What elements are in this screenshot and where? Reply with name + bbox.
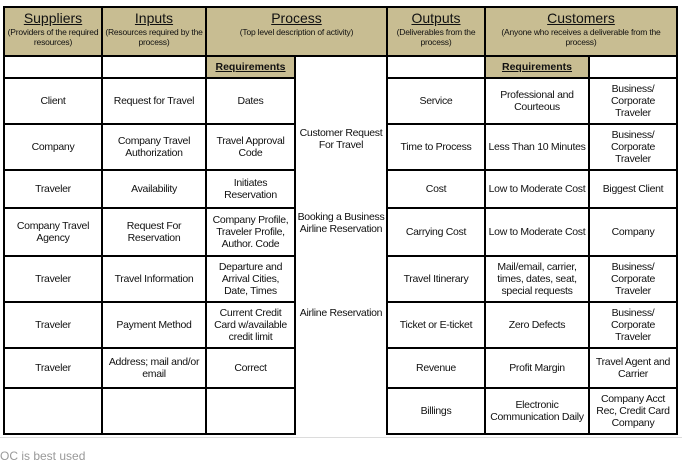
input-requirement-cell[interactable]: Dates <box>207 79 294 123</box>
output-requirement-cell[interactable]: Profit Margin <box>486 349 588 387</box>
output-cell[interactable]: Time to Process <box>388 125 484 169</box>
output-cell[interactable]: Revenue <box>388 349 484 387</box>
requirements-label[interactable]: Requirements <box>486 57 588 77</box>
customer-cell[interactable]: Business/ Corporate Traveler <box>590 79 676 123</box>
requirements-label[interactable]: Requirements <box>207 57 294 77</box>
input-cell[interactable]: Travel Information <box>103 257 205 301</box>
header-subtitle: (Anyone who receives a deliverable from the process) <box>501 27 661 47</box>
output-cell[interactable]: Service <box>388 79 484 123</box>
input-cell[interactable]: Request For Reservation <box>103 209 205 255</box>
header-inputs[interactable] <box>103 8 205 55</box>
header-title: Suppliers <box>23 10 83 26</box>
supplier-cell[interactable]: Traveler <box>5 171 101 207</box>
output-cell[interactable]: Travel Itinerary <box>388 257 484 301</box>
input-cell[interactable]: Payment Method <box>103 303 205 347</box>
supplier-cell[interactable]: Client <box>5 79 101 123</box>
process-column[interactable] <box>296 57 386 435</box>
process-step: Customer Request For Travel <box>299 127 383 151</box>
header-title: Customers <box>547 10 615 26</box>
output-requirement-cell[interactable]: Professional and Courteous <box>486 79 588 123</box>
customer-cell[interactable]: Travel Agent and Carrier <box>590 349 676 387</box>
output-cell[interactable]: Carrying Cost <box>388 209 484 255</box>
input-cell[interactable]: Request for Travel <box>103 79 205 123</box>
output-requirement-cell[interactable]: Electronic Communication Daily <box>486 389 588 433</box>
output-requirement-cell[interactable]: Mail/email, carrier, times, dates, seat, special requests <box>486 257 588 301</box>
supplier-cell[interactable]: Company <box>5 125 101 169</box>
output-requirement-cell[interactable]: Low to Moderate Cost <box>486 171 588 207</box>
header-subtitle: (Deliverables from the process) <box>396 27 476 47</box>
header-outputs[interactable] <box>388 8 484 55</box>
input-requirement-cell[interactable]: Initiates Reservation <box>207 171 294 207</box>
input-requirement-cell[interactable]: Current Credit Card w/available credit limit <box>207 303 294 347</box>
output-requirement-cell[interactable]: Zero Defects <box>486 303 588 347</box>
output-requirement-cell[interactable]: Less Than 10 Minutes <box>486 125 588 169</box>
output-cell[interactable]: Cost <box>388 171 484 207</box>
header-customers[interactable] <box>486 8 676 55</box>
process-step: Airline Reservation <box>299 307 383 319</box>
output-cell[interactable]: Billings <box>388 389 484 433</box>
divider <box>0 437 682 438</box>
input-cell[interactable] <box>103 389 205 433</box>
input-requirement-cell[interactable]: Company Profile, Traveler Profile, Author. Code <box>207 209 294 255</box>
header-suppliers[interactable] <box>5 8 101 55</box>
blank-cell[interactable] <box>103 57 205 77</box>
header-title: Process <box>271 10 322 26</box>
header-subtitle: (Top level description of activity) <box>239 27 354 37</box>
input-requirement-cell[interactable] <box>207 389 294 433</box>
customer-cell[interactable]: Company <box>590 209 676 255</box>
supplier-cell[interactable]: Company Travel Agency <box>5 209 101 255</box>
header-subtitle: (Providers of the required resources) <box>7 27 99 47</box>
input-requirement-cell[interactable]: Travel Approval Code <box>207 125 294 169</box>
input-cell[interactable]: Address; mail and/or email <box>103 349 205 387</box>
sheet-bottom <box>0 436 682 460</box>
input-cell[interactable]: Company Travel Authorization <box>103 125 205 169</box>
footer-text: OC is best used <box>0 449 86 463</box>
customer-cell[interactable]: Business/ Corporate Traveler <box>590 303 676 347</box>
blank-cell[interactable] <box>388 57 484 77</box>
supplier-cell[interactable]: Traveler <box>5 303 101 347</box>
header-process[interactable] <box>207 8 386 55</box>
customer-cell[interactable]: Business/ Corporate Traveler <box>590 125 676 169</box>
header-title: Outputs <box>411 10 461 26</box>
input-cell[interactable]: Availability <box>103 171 205 207</box>
blank-cell[interactable] <box>5 57 101 77</box>
supplier-cell[interactable]: Traveler <box>5 257 101 301</box>
supplier-cell[interactable] <box>5 389 101 433</box>
header-title: Inputs <box>134 10 174 26</box>
output-cell[interactable]: Ticket or E-ticket <box>388 303 484 347</box>
supplier-cell[interactable]: Traveler <box>5 349 101 387</box>
customer-cell[interactable]: Business/ Corporate Traveler <box>590 257 676 301</box>
input-requirement-cell[interactable]: Departure and Arrival Cities, Date, Times <box>207 257 294 301</box>
output-requirement-cell[interactable]: Low to Moderate Cost <box>486 209 588 255</box>
customer-cell[interactable]: Biggest Client <box>590 171 676 207</box>
process-step: Booking a Business Airline Reservation <box>297 211 385 235</box>
blank-cell[interactable] <box>590 57 676 77</box>
header-subtitle: (Resources required by the process) <box>105 27 203 47</box>
input-requirement-cell[interactable]: Correct <box>207 349 294 387</box>
customer-cell[interactable]: Company Acct Rec, Credit Card Company <box>590 389 676 433</box>
